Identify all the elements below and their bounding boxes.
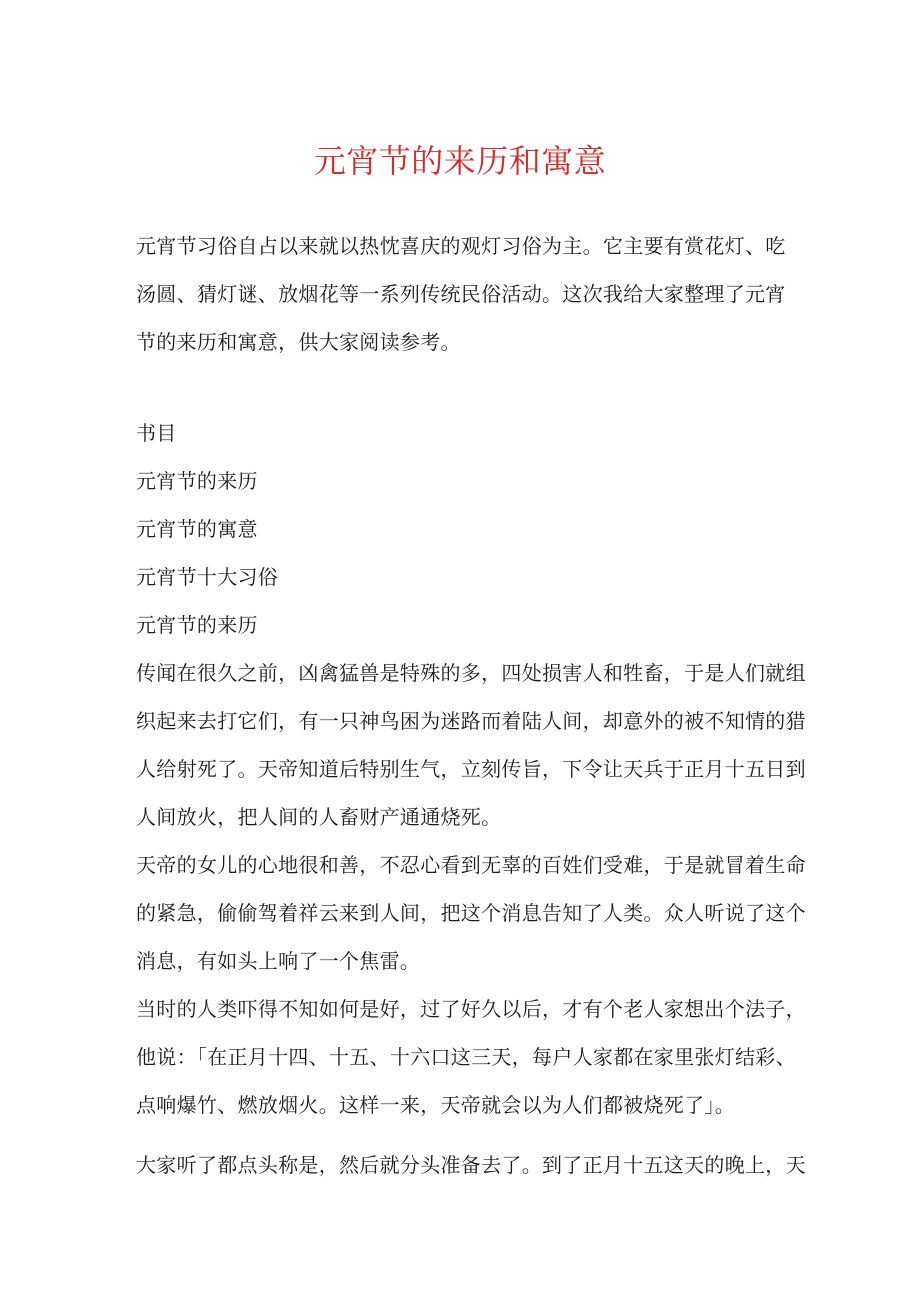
text-line: 的紧急，偷偷驾着祥云来到人间，把这个消息告知了人类。众人听说了这个	[136, 901, 806, 925]
toc-item: 元宵节的来历	[136, 469, 258, 493]
intro-paragraph	[136, 222, 796, 366]
section-heading: 元宵节的来历	[136, 613, 258, 637]
text-line: 汤圆、猜灯谜、放烟花等一系列传统民俗活动。这次我给大家整理了元宵	[136, 282, 786, 306]
toc-item: 元宵节的寓意	[136, 517, 258, 541]
body-paragraph	[136, 985, 806, 1129]
body-paragraph	[136, 649, 806, 841]
body-paragraph	[136, 841, 806, 985]
text-line: 天帝的女儿的心地很和善，不忍心看到无辜的百姓们受难，于是就冒着生命	[136, 853, 806, 877]
body-paragraph	[136, 1141, 806, 1189]
text-line: 消息，有如头上响了一个焦雷。	[136, 949, 421, 973]
text-line: 大家听了都点头称是，然后就分头准备去了。到了正月十五这天的晚上，天	[136, 1153, 806, 1177]
text-line: 当时的人类吓得不知如何是好，过了好久以后，才有个老人家想出个法子，	[136, 997, 806, 1021]
toc-item: 元宵节十大习俗	[136, 565, 279, 589]
text-line: 织起来去打它们，有一只神鸟困为迷路而着陆人间，却意外的被不知情的猎	[136, 709, 806, 733]
table-of-contents	[136, 409, 796, 649]
text-line: 点响爆竹、燃放烟火。这样一来，天帝就会以为人们都被烧死了」。	[136, 1093, 735, 1117]
toc-heading: 书目	[136, 421, 177, 445]
text-line: 节的来历和寓意，供大家阅读参考。	[136, 330, 461, 354]
text-line: 人间放火，把人间的人畜财产通通烧死。	[136, 805, 502, 829]
text-line: 传闻在很久之前，凶禽猛兽是特殊的多，四处损害人和牲畜，于是人们就组	[136, 661, 806, 685]
text-line: 他说：「在正月十四、十五、十六口这三天，每户人家都在家里张灯结彩、	[136, 1045, 796, 1069]
text-line: 元宵节习俗自占以来就以热忱喜庆的观灯习俗为主。它主要有赏花灯、吃	[136, 234, 786, 258]
text-line: 人给射死了。天帝知道后特别生气，立刻传旨，下令让天兵于正月十五日到	[136, 757, 806, 781]
document-title: 元宵节的来历和寓意	[313, 142, 607, 180]
